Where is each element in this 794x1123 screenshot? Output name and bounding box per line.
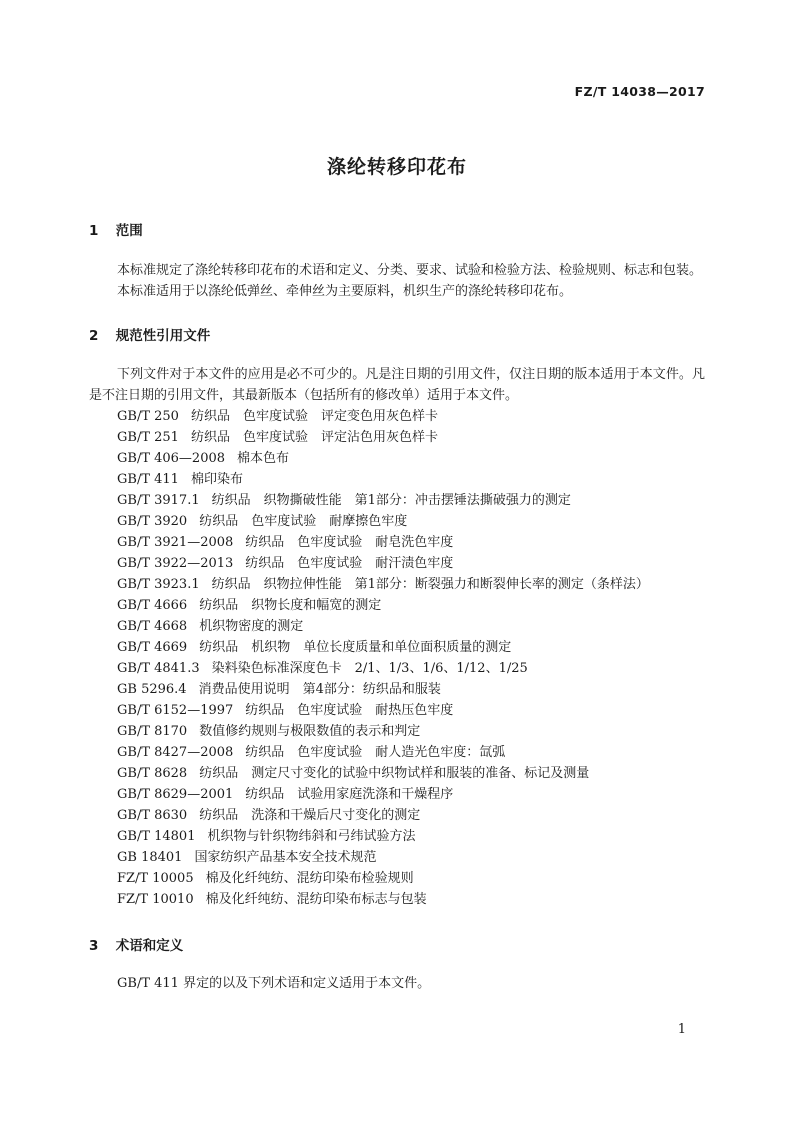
- reference-list: [117, 406, 649, 910]
- reference-code: GB/T 251: [117, 430, 179, 445]
- reference-code: GB/T 3920: [117, 514, 188, 529]
- reference-name: 棉印染布: [190, 472, 243, 487]
- reference-code: GB/T 8629—2001: [117, 787, 234, 802]
- reference-name: 机织物密度的测定: [199, 619, 304, 634]
- reference-code: GB/T 8630: [117, 808, 188, 823]
- reference-code: GB/T 3923.1: [117, 577, 200, 592]
- reference-name: 纺织品 试验用家庭洗涤和干燥程序: [245, 787, 454, 802]
- reference-code: GB/T 14801: [117, 829, 196, 844]
- reference-code: FZ/T 10005: [117, 871, 194, 886]
- reference-name: 纺织品 洗涤和干燥后尺寸变化的测定: [199, 808, 421, 823]
- reference-item: [117, 721, 649, 742]
- reference-name: 纺织品 色牢度试验 耐人造光色牢度：氙弧: [245, 745, 506, 760]
- reference-name: 纺织品 织物长度和幅宽的测定: [199, 598, 382, 613]
- reference-item: [117, 427, 649, 448]
- reference-name: 棉及化纤纯纺、混纺印染布检验规则: [205, 871, 414, 886]
- standard-number: FZ/T 14038—2017: [574, 84, 705, 99]
- paragraph: 本标准适用于以涤纶低弹丝、牵伸丝为主要原料，机织生产的涤纶转移印花布。: [117, 284, 573, 299]
- reference-item: [117, 574, 649, 595]
- reference-name: 纺织品 测定尺寸变化的试验中织物试样和服装的准备、标记及测量: [199, 766, 590, 781]
- reference-code: GB/T 8170: [117, 724, 188, 739]
- reference-code: GB/T 406—2008: [117, 451, 226, 466]
- reference-name: 消费品使用说明 第4部分：纺织品和服装: [198, 682, 441, 697]
- reference-name: 棉及化纤纯纺、混纺印染布标志与包装: [205, 892, 427, 907]
- reference-name: 纺织品 织物撕破性能 第1部分：冲击摆锤法撕破强力的测定: [211, 493, 571, 508]
- section-heading-scope: [89, 219, 143, 239]
- reference-item: [117, 553, 649, 574]
- reference-item: [117, 889, 649, 910]
- paragraph: GB/T 411 界定的以及下列术语和定义适用于本文件。: [117, 976, 431, 991]
- reference-code: GB/T 3917.1: [117, 493, 200, 508]
- reference-code: GB/T 8427—2008: [117, 745, 234, 760]
- reference-code: GB/T 250: [117, 409, 179, 424]
- reference-code: GB/T 3921—2008: [117, 535, 234, 550]
- reference-code: GB/T 4666: [117, 598, 188, 613]
- section-heading-normative-references: [89, 324, 210, 344]
- reference-item: [117, 700, 649, 721]
- section-number: 2: [89, 328, 99, 344]
- reference-item: [117, 847, 649, 868]
- reference-item: [117, 742, 649, 763]
- reference-name: 纺织品 机织物 单位长度质量和单位面积质量的测定: [199, 640, 512, 655]
- reference-item: [117, 511, 649, 532]
- reference-code: GB/T 411: [117, 472, 179, 487]
- reference-name: 纺织品 色牢度试验 耐皂洗色牢度: [245, 535, 454, 550]
- document-title: 涤纶转移印花布: [326, 156, 467, 178]
- reference-item: [117, 406, 649, 427]
- reference-item: [117, 532, 649, 553]
- reference-item: [117, 616, 649, 637]
- reference-code: GB/T 6152—1997: [117, 703, 234, 718]
- paragraph: 本标准规定了涤纶转移印花布的术语和定义、分类、要求、试验和检验方法、检验规则、标志和包装。: [117, 263, 703, 278]
- section-number: 1: [89, 223, 99, 239]
- reference-name: 纺织品 色牢度试验 耐热压色牢度: [245, 703, 454, 718]
- reference-item: [117, 595, 649, 616]
- paragraph: 下列文件对于本文件的应用是必不可少的。凡是注日期的引用文件，仅注日期的版本适用于本文件。凡是不注日期的引用文件，其最新版本（包括所有的修改单）适用于本文件。: [89, 367, 705, 403]
- reference-code: GB/T 4841.3: [117, 661, 200, 676]
- reference-name: 棉本色布: [237, 451, 290, 466]
- reference-item: [117, 448, 649, 469]
- reference-item: [117, 826, 649, 847]
- reference-name: 染料染色标准深度色卡 2/1、1/3、1/6、1/12、1/25: [211, 661, 528, 676]
- reference-name: 数值修约规则与极限数值的表示和判定: [199, 724, 421, 739]
- reference-item: [117, 805, 649, 826]
- section-heading-terms-definitions: [89, 934, 183, 954]
- reference-item: [117, 658, 649, 679]
- section-body-scope: [89, 260, 705, 302]
- section-number: 3: [89, 938, 99, 954]
- reference-name: 纺织品 色牢度试验 耐摩擦色牢度: [199, 514, 408, 529]
- reference-name: 纺织品 织物拉伸性能 第1部分：断裂强力和断裂伸长率的测定（条样法）: [211, 577, 649, 592]
- reference-code: GB 18401: [117, 850, 183, 865]
- reference-item: [117, 637, 649, 658]
- reference-item: [117, 763, 649, 784]
- reference-item: [117, 784, 649, 805]
- section-title: 范围: [115, 223, 143, 239]
- reference-name: 纺织品 色牢度试验 耐汗渍色牢度: [245, 556, 454, 571]
- reference-name: 国家纺织产品基本安全技术规范: [194, 850, 377, 865]
- reference-code: GB/T 4669: [117, 640, 188, 655]
- reference-item: [117, 469, 649, 490]
- reference-name: 纺织品 色牢度试验 评定沾色用灰色样卡: [190, 430, 438, 445]
- reference-name: 机织物与针织物纬斜和弓纬试验方法: [207, 829, 416, 844]
- page-number: 1: [677, 1022, 686, 1037]
- reference-code: GB 5296.4: [117, 682, 187, 697]
- reference-item: [117, 868, 649, 889]
- reference-code: FZ/T 10010: [117, 892, 194, 907]
- reference-name: 纺织品 色牢度试验 评定变色用灰色样卡: [190, 409, 438, 424]
- reference-item: [117, 490, 649, 511]
- reference-code: GB/T 8628: [117, 766, 188, 781]
- section-title: 规范性引用文件: [115, 328, 211, 344]
- section-body-normative-references: [89, 364, 705, 406]
- section-title: 术语和定义: [115, 938, 184, 954]
- reference-code: GB/T 4668: [117, 619, 188, 634]
- section-body-terms-definitions: [89, 973, 705, 994]
- reference-item: [117, 679, 649, 700]
- reference-code: GB/T 3922—2013: [117, 556, 234, 571]
